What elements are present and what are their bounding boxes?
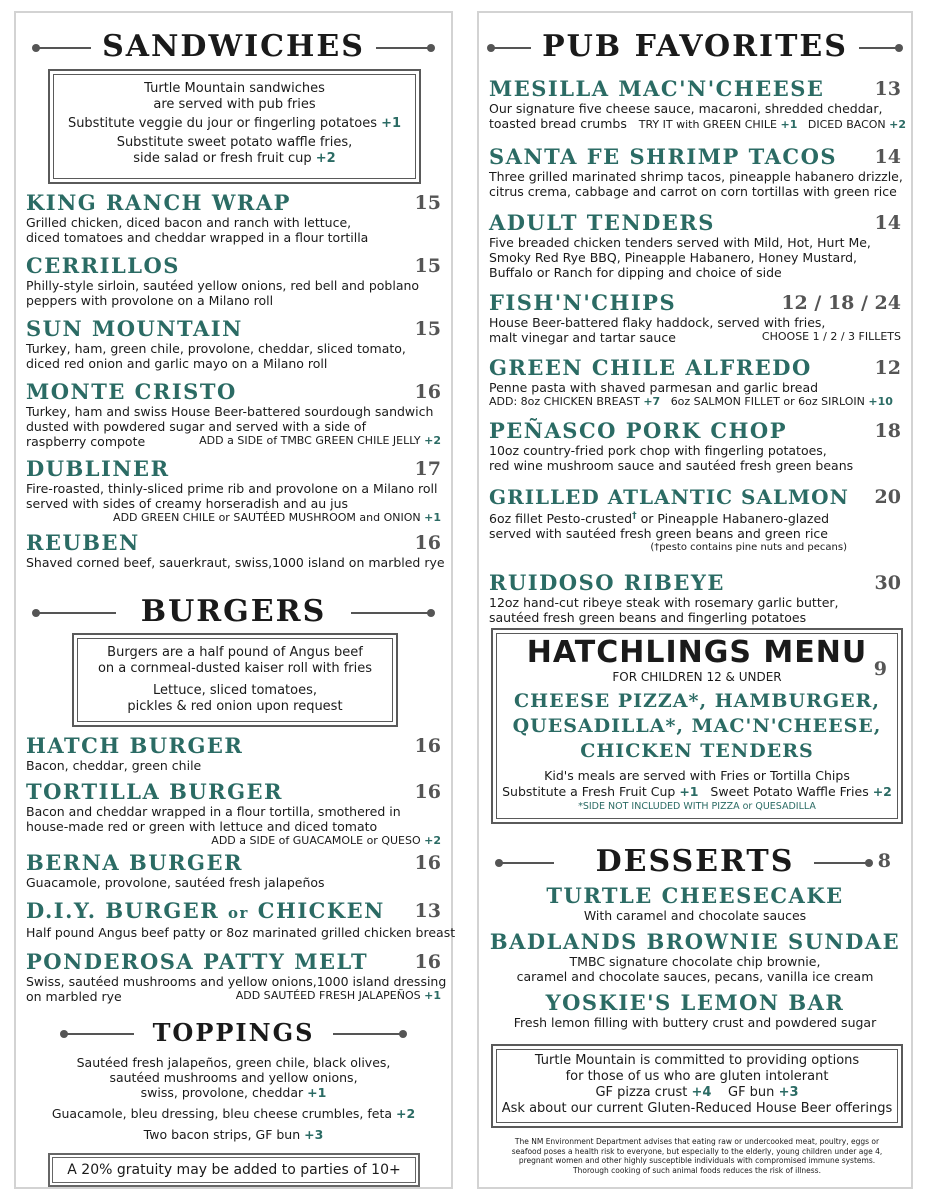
header-rule-right [351,612,431,614]
item-name: MESILLA MAC'N'CHEESE [489,76,825,101]
item-desc: Three grilled marinated shrimp tacos, pineapple habanero drizzle, [489,169,903,184]
hatchlings-subtitle: FOR CHILDREN 12 & UNDER [612,670,782,684]
item-price: 15 [414,192,441,214]
toppings-list [16,1055,451,1142]
item-desc: sautéed fresh green beans and fingerling potatoes [489,610,807,625]
gf-line: for those of us who are gluten intolerant [565,1069,829,1084]
dessert-desc: TMBC signature chocolate chip brownie, [569,954,821,969]
burgers-note [72,633,398,727]
item-name: ADULT TENDERS [489,210,715,235]
menu-item-fish-n-chips [489,291,901,345]
menu-item-sun-mountain [26,317,441,371]
gluten-free-box [491,1044,903,1128]
header-rule-right [376,47,431,49]
dessert-desc: caramel and chocolate sauces, pecans, vanilla ice cream [516,969,874,984]
menu-item-dubliner [26,457,441,525]
item-price: 14 [874,212,901,234]
hatchlings-line: Kid's meals are served with Fries or Tortilla Chips [544,768,850,783]
item-desc: 10oz country-fried pork chop with fingerling potatoes, [489,443,827,458]
toppings-line: Two bacon strips, GF bun +3 [143,1127,324,1142]
desserts-header [479,842,911,882]
item-price: 16 [414,951,441,973]
gf-line: Ask about our current Gluten-Reduced House Beer offerings [501,1101,893,1116]
item-name: PONDEROSA PATTY MELT [26,949,369,974]
note-line: on a cornmeal-dusted kaiser roll with fries [97,661,373,676]
toppings-line: Guacamole, bleu dressing, bleu cheese crumbles, feta +2 [51,1106,416,1121]
header-rule-right [859,47,899,49]
item-name: GREEN CHILE ALFREDO [489,355,812,380]
sandwiches-header [16,27,451,67]
item-addon: ADD a SIDE of TMBC GREEN CHILE JELLY +2 [199,434,441,447]
item-desc: Fire-roasted, thinly-sliced prime rib and provolone on a Milano roll [26,481,438,496]
item-desc: raspberry compote ADD a SIDE of TMBC GREEN CHILE JELLY +2 [26,434,441,449]
item-addon: ADD: 8oz CHICKEN BREAST +7 6oz SALMON FILLET or 6oz SIRLOIN +10 [489,395,893,408]
item-price: 16 [414,781,441,803]
menu-item-tortilla-burger [26,780,441,848]
item-addon: ADD a SIDE of GUACAMOLE or QUESO +2 [211,834,441,847]
item-price: 20 [874,486,901,508]
note-line: Burgers are a half pound of Angus beef [107,645,363,660]
item-desc: Shaved corned beef, sauerkraut, swiss,1000 island on marbled rye [26,555,445,570]
pub-favorites-title: PUB FAVORITES [542,29,848,64]
note-line: Substitute veggie du jour or fingerling potatoes +1 [67,116,402,131]
note-line: Turtle Mountain sandwiches [144,81,325,96]
left-menu-column [14,11,456,1189]
menu-item-grilled-atlantic-salmon [489,485,901,555]
item-desc: Swiss, sautéed mushrooms and yellow onions,1000 island dressing [26,974,447,989]
item-price: 17 [414,458,441,480]
item-desc: Smoky Red Rye BBQ, Pineapple Habanero, Honey Mustard, [489,250,858,265]
hatchlings-items: CHEESE PIZZA*, HAMBURGER, QUESADILLA*, MAC'N'CHEESE, CHICKEN TENDERS [512,690,882,762]
item-desc: toasted bread crumbs TRY IT with GREEN CHILE +1 DICED BACON +2 [489,116,907,131]
item-price: 18 [874,420,901,442]
item-desc: Buffalo or Ranch for dipping and choice of side [489,265,782,280]
note-line: pickles & red onion upon request [127,699,343,714]
item-desc: Philly-style sirloin, sautéed yellow onions, red bell and poblano [26,278,420,293]
item-desc: diced red onion and garlic mayo on a Milano roll [26,356,328,371]
item-name: FISH'N'CHIPS [489,290,677,315]
menu-item-ruidoso-ribeye [489,571,901,625]
item-desc: peppers with provolone on a Milano roll [26,293,274,308]
menu-item-diy-burger [26,898,456,940]
item-desc: Half pound Angus beef patty or 8oz marinated grilled chicken breast [26,925,456,940]
item-name: PEÑASCO PORK CHOP [489,418,788,443]
item-name: MONTE CRISTO [26,379,237,404]
item-price: 13 [874,78,901,100]
item-price: 14 [874,146,901,168]
right-menu-column [477,11,913,1189]
dessert-desc: Fresh lemon filling with buttery crust and powdered sugar [513,1015,877,1030]
item-desc: on marbled rye ADD SAUTÉED FRESH JALAPEÑOS +1 [26,989,441,1004]
item-desc: 12oz hand-cut ribeye steak with rosemary garlic butter, [489,595,839,610]
hatchlings-line: Substitute a Fresh Fruit Cup +1 Sweet Potato Waffle Fries +2 [502,784,892,799]
item-name: HATCH BURGER [26,733,244,758]
item-price: 13 [414,900,441,922]
item-desc: red wine mushroom sauce and sautéed fresh green beans [489,458,854,473]
desserts-title: DESSERTS [595,844,795,879]
item-desc: 6oz fillet Pesto-crusted† or Pineapple Habanero-glazed [489,511,830,527]
item-price: 16 [414,735,441,757]
item-desc: Turkey, ham, green chile, provolone, cheddar, sliced tomato, [26,341,406,356]
desserts-price: 8 [877,850,891,872]
item-name: BERNA BURGER [26,850,243,875]
item-desc: House Beer-battered flaky haddock, served with fries, [489,315,826,330]
gf-line: Turtle Mountain is committed to providing options [534,1053,860,1068]
dessert-turtle-cheesecake [479,884,911,923]
item-price: 30 [874,572,901,594]
toppings-line: swiss, provolone, cheddar +1 [140,1085,327,1100]
item-price: 16 [414,381,441,403]
note-line: side salad or fresh fruit cup +2 [133,151,336,166]
item-name: SANTA FE SHRIMP TACOS [489,144,838,169]
item-name: REUBEN [26,530,140,555]
item-addon: ADD SAUTÉED FRESH JALAPEÑOS +1 [235,989,441,1002]
item-desc: Turkey, ham and swiss House Beer-battered sourdough sandwich [26,404,434,419]
menu-item-adult-tenders [489,211,901,280]
toppings-header [16,1016,451,1050]
item-price: 15 [414,318,441,340]
menu-item-penasco-pork-chop [489,419,901,473]
pub-favorites-header [479,27,911,67]
item-desc: dusted with powdered sugar and served with a side of [26,419,366,434]
item-price: 15 [414,255,441,277]
hatchlings-title: HATCHLINGS MENU [526,635,868,670]
item-desc: served with sautéed fresh green beans and green rice [489,526,828,542]
item-addon: ADD GREEN CHILE or SAUTÉED MUSHROOM and ONION +1 [113,511,441,524]
menu-item-green-chile-alfredo [489,356,901,409]
toppings-line: sautéed mushrooms and yellow onions, [109,1070,358,1085]
note-line: Substitute sweet potato waffle fries, [116,135,353,150]
item-name: TORTILLA BURGER [26,779,283,804]
header-rule-right [814,862,869,864]
dessert-name: BADLANDS BROWNIE SUNDAE [489,929,901,954]
item-desc: Five breaded chicken tenders served with Mild, Hot, Hurt Me, [489,235,871,250]
item-addon: (†pesto contains pine nuts and pecans) [650,542,847,554]
item-price: 12 / 18 / 24 [781,292,901,314]
menu-item-hatch-burger [26,734,441,773]
item-name: GRILLED ATLANTIC SALMON [489,485,849,509]
item-desc: Our signature five cheese sauce, macaroni, shredded cheddar, [489,101,883,116]
menu-item-reuben [26,530,445,570]
item-name: SUN MOUNTAIN [26,316,243,341]
toppings-line: Sautéed fresh jalapeños, green chile, black olives, [76,1055,391,1070]
menu-item-monte-cristo [26,380,441,449]
dessert-name: TURTLE CHEESECAKE [546,883,844,908]
dessert-desc: With caramel and chocolate sauces [583,908,807,923]
dessert-yoskies-lemon-bar [479,991,911,1030]
toppings-title: TOPPINGS [152,1018,315,1047]
menu-item-ponderosa-patty-melt [26,949,447,1004]
item-name: RUIDOSO RIBEYE [489,570,725,595]
burgers-title: BURGERS [140,594,327,629]
item-desc: Guacamole, provolone, sautéed fresh jalapeños [26,875,325,890]
item-addon: CHOOSE 1 / 2 / 3 FILLETS [761,330,901,343]
dessert-name: YOSKIE'S LEMON BAR [545,990,845,1015]
menu-item-mesilla-mac [489,76,907,132]
item-price: 12 [874,357,901,379]
item-name: D.I.Y. BURGER or CHICKEN [26,898,385,923]
item-name: KING RANCH WRAP [26,190,291,215]
menu-item-berna-burger [26,851,441,890]
item-name: CERRILLOS [26,253,180,278]
note-line: are served with pub fries [153,97,316,112]
dessert-badlands-brownie [479,930,911,984]
item-desc: Penne pasta with shaved parmesan and garlic bread [489,380,819,395]
hatchlings-footnote: *SIDE NOT INCLUDED WITH PIZZA or QUESADILLA [578,801,816,812]
burgers-header [16,592,451,632]
hatchlings-menu-box [491,628,903,824]
header-rule-right [333,1033,403,1035]
item-desc: Grilled chicken, diced bacon and ranch with lettuce, [26,215,352,230]
note-line: Lettuce, sliced tomatoes, [152,683,318,698]
hatchlings-price: 9 [873,658,887,680]
item-desc: diced tomatoes and cheddar wrapped in a flour tortilla [26,230,369,245]
menu-item-king-ranch-wrap [26,191,441,245]
item-desc: citrus crema, cabbage and carrot on corn tortillas with green rice [489,184,897,199]
item-desc: malt vinegar and tartar sauce CHOOSE 1 / 2 / 3 FILLETS [489,330,901,345]
gratuity-notice: A 20% gratuity may be added to parties of 10+ [48,1153,420,1187]
item-desc: Bacon and cheddar wrapped in a flour tortilla, smothered in [26,804,401,819]
item-desc: Bacon, cheddar, green chile [26,758,202,773]
item-desc: house-made red or green with lettuce and diced tomato [26,819,378,834]
item-desc: served with sides of creamy horseradish and au jus [26,496,349,511]
item-name: DUBLINER [26,456,170,481]
sandwiches-title: SANDWICHES [102,29,365,64]
item-price: 16 [414,852,441,874]
menu-item-santa-fe-shrimp-tacos [489,145,901,199]
health-disclaimer: The NM Environment Department advises that eating raw or undercooked meat, poultry, eggs or seafood poses a health risk to everyone, but especially to the elderly, young children under age 4, pregnant women and other highly susceptible individuals with compromised immune systems. Thorough cooking of such animal foods reduces the risk of illness. [511,1137,883,1175]
gf-line: GF pizza crust +4 GF bun +3 [595,1085,799,1100]
sandwiches-note [48,69,421,184]
menu-item-cerrillos [26,254,441,308]
item-price: 16 [414,532,441,554]
